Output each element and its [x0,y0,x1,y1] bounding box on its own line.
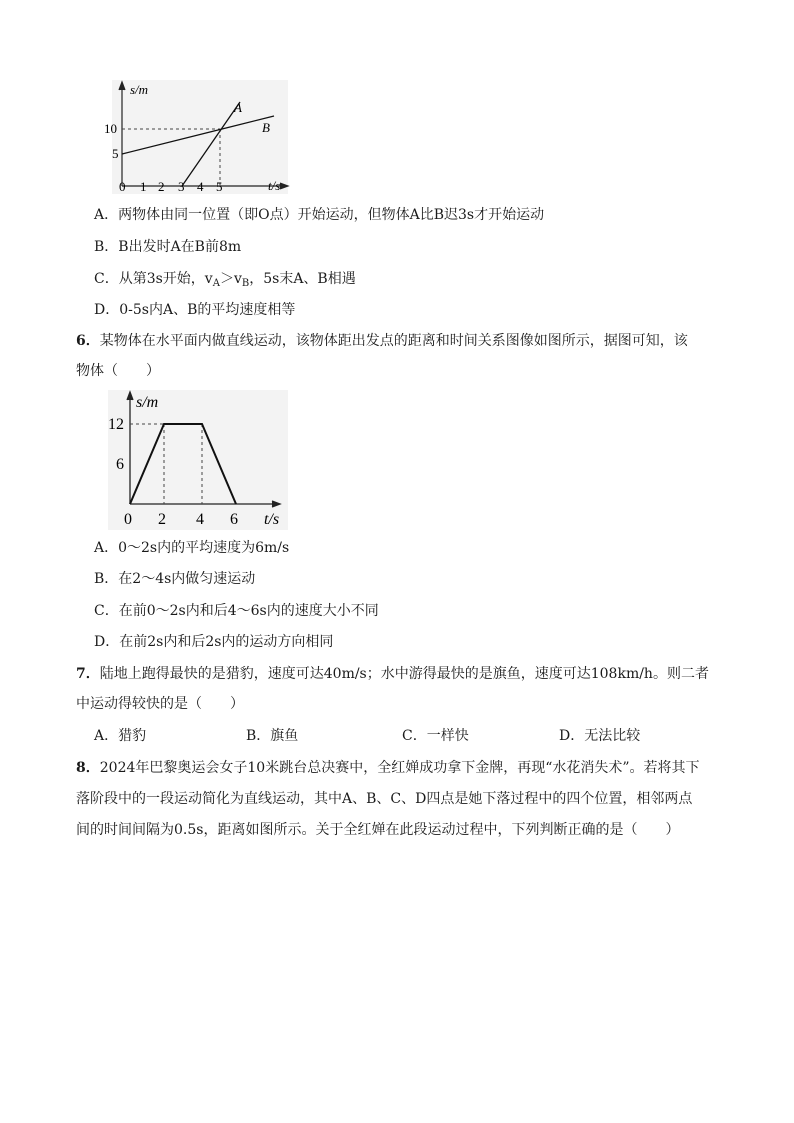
q6-option-a[interactable]: A．0～2s内的平均速度为6m/s [94,540,290,556]
q8-stem-line-2: 落阶段中的一段运动简化为直线运动，其中A、B、C、D四点是她下落过程中的四个位置，相邻两点 [76,791,693,807]
q6-option-b[interactable]: B．在2～4s内做匀速运动 [94,571,256,587]
graph1-x-label: t/s [268,178,281,193]
graph2-x-tick-0: 0 [124,511,132,528]
q8-stem-line-1 [76,758,700,778]
q7-stem-line-2: 中运动得较快的是（ ） [76,696,244,712]
q7-option-c[interactable]: C．一样快 [402,728,469,744]
q5-option-c-suffix: ，5s末A、B相遇 [249,271,356,287]
graph1-x-tick-0: 0 [119,179,126,194]
q6-option-c[interactable]: C．在前0～2s内和后4～6s内的速度大小不同 [94,603,379,619]
graph1-y-arrow [119,82,125,90]
q5-option-b[interactable]: B．B出发时A在B前8m [94,239,242,255]
graph1-line-a [182,102,240,186]
q7-stem-line-1 [76,664,709,684]
q5-option-c-gt: ＞v [219,271,242,287]
q5-option-c-sub-a: A [212,278,220,289]
q7-option-d[interactable]: D．无法比较 [559,728,641,744]
graph2-x-arrow [272,501,280,507]
q6-option-d[interactable]: D．在前2s内和后2s内的运动方向相同 [94,634,334,650]
graph1-y-tick-10: 10 [104,121,117,136]
graph1-line-b-label: B [262,120,270,135]
graph2-x-label: t/s [264,511,280,528]
graph2-trapezoid-line [130,424,236,504]
q7-stem-text-1: 陆地上跑得最快的是猎豹，速度可达40m/s；水中游得最快的是旗鱼，速度可达108km/h。则二者 [99,666,709,682]
graph1-y-label: s/m [130,82,149,97]
graph1-line-b [122,116,274,154]
q7-option-a[interactable]: A．猎豹 [94,728,147,744]
graph1-x-tick-1: 1 [140,179,147,194]
graph1-x-arrow [280,183,288,189]
q6-stem-line-1 [76,331,688,351]
q8-number: 8． [76,760,100,776]
graph1-x-tick-4: 4 [197,179,204,194]
graph1-line-a-label: A [234,100,242,115]
q5-option-a[interactable]: A．两物体由同一位置（即O点）开始运动，但物体A比B迟3s才开始运动 [94,207,545,223]
graph2-y-arrow [127,392,133,400]
graph2-x-tick-4: 4 [196,511,204,528]
q5-option-c-sub-b: B [241,278,250,289]
st-graph-trapezoid [106,388,306,534]
graph1-x-tick-3: 3 [178,179,185,194]
graph1-x-tick-2: 2 [158,179,165,194]
st-graph-ab [104,78,300,198]
graph1-y-tick-5: 5 [112,146,119,161]
graph2-y-tick-12: 12 [108,416,124,433]
q6-number: 6． [76,333,100,349]
q8-stem-text-1: 2024年巴黎奥运会女子10米跳台总决赛中，全红婵成功拿下金牌，再现“水花消失术”。若将其下 [99,760,700,776]
q8-stem-line-3: 间的时间间隔为0.5s，距离如图所示。关于全红婵在此段运动过程中，下列判断正确的是（ ） [76,822,680,838]
graph2-y-label: s/m [136,394,159,411]
graph2-y-tick-6: 6 [116,456,124,473]
q5-option-c-prefix: C．从第3s开始，v [94,271,213,287]
q7-option-b[interactable]: B．旗鱼 [246,728,299,744]
graph2-x-tick-2: 2 [158,511,166,528]
q7-number: 7． [76,666,100,682]
graph1-x-tick-5: 5 [216,179,223,194]
graph2-x-tick-6: 6 [230,511,238,528]
q6-stem-line-2: 物体（ ） [76,363,160,379]
q5-option-d[interactable]: D．0-5s内A、B的平均速度相等 [94,302,296,318]
q6-stem-text-1: 某物体在水平面内做直线运动，该物体距出发点的距离和时间关系图像如图所示，据图可知，该 [99,333,688,349]
q5-option-c[interactable] [94,269,356,294]
